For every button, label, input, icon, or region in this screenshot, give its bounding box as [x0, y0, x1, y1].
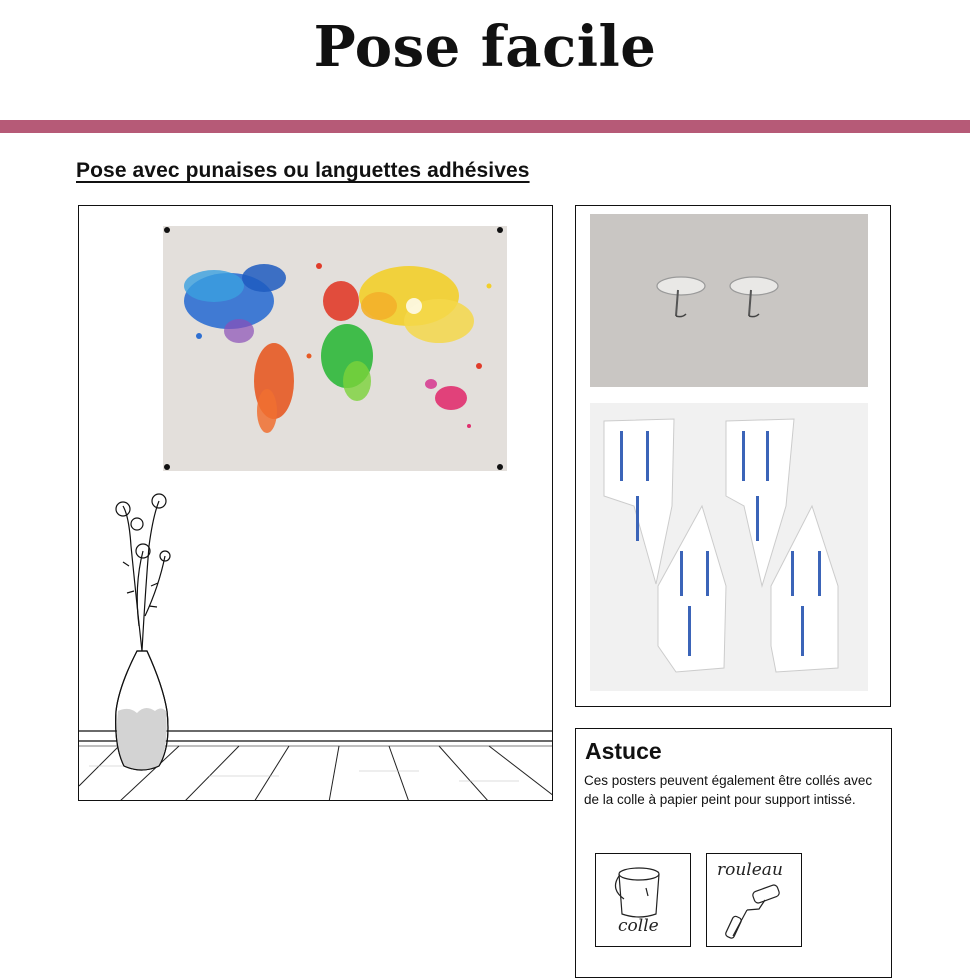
roller-sketch — [706, 853, 802, 947]
page-title: Pose facile — [313, 14, 657, 80]
vase-with-flowers — [116, 494, 170, 770]
pushpin-icon — [164, 227, 170, 233]
section-heading: Pose avec punaises ou languettes adhésives — [76, 159, 530, 182]
fixing-photos-panel — [575, 205, 891, 707]
pushpin-icon — [497, 464, 503, 470]
accent-divider — [0, 120, 970, 133]
pushpin-icon — [497, 227, 503, 233]
glue-sketch — [595, 853, 691, 947]
glue-label: colle — [618, 916, 659, 936]
roller-label: rouleau — [717, 860, 783, 880]
mounting-illustration — [78, 205, 553, 801]
tip-text: Ces posters peuvent également être collés avec de la colle à papier peint pour support intissé. — [584, 773, 873, 807]
tip-title: Astuce — [585, 738, 662, 764]
paint-roller-icon — [707, 854, 803, 948]
wall-scene-drawing — [79, 206, 553, 801]
pushpin-icon — [164, 464, 170, 470]
transparent-pushpins-photo — [590, 214, 868, 387]
world-map-poster — [163, 226, 507, 471]
tip-box — [575, 728, 892, 978]
adhesive-tabs-photo — [590, 403, 868, 691]
